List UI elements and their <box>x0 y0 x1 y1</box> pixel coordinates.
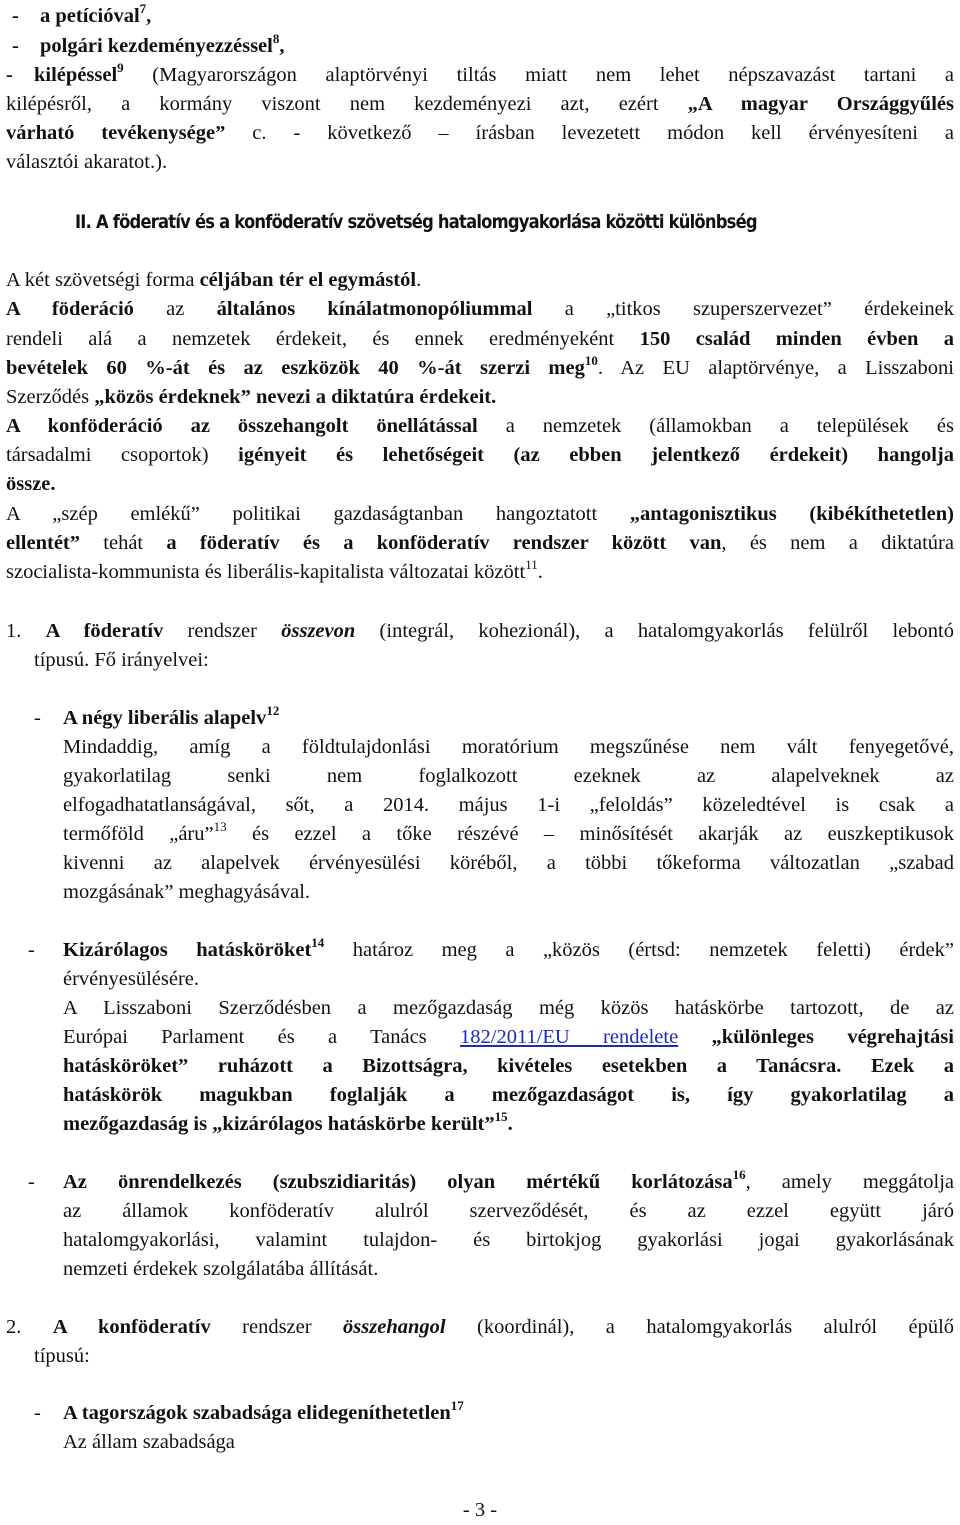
page-number: - 3 - <box>462 1499 498 1521</box>
list-item-title: A négy liberális alapelv$^{12}$ <box>63 703 280 729</box>
text-line: A két szövetségi forma céljában tér el egymástól. <box>6 269 422 291</box>
text-line: Mindaddig, amíg a földtulajdonlási moratórium megszűnése nem vált fenyegetővé, <box>63 736 954 758</box>
text-line: Szerződés „közös érdeknek” nevezi a diktatúra érdekeit. <box>6 386 497 408</box>
regulation-link[interactable]: 182/2011/EU rendelete <box>460 1026 679 1048</box>
list-item <box>6 704 954 734</box>
text-line: hatalomgyakorlási, valamint tulajdon- és birtokjog gyakorlási jogai gyakorlásának <box>63 1229 954 1251</box>
text-line: nemzeti érdekek szolgálatába állítását. <box>63 1258 379 1280</box>
list-dash: - <box>12 5 19 27</box>
footnote-ref: 11 <box>525 557 538 572</box>
text-line: hatáskörök magukban foglalják a mezőgazdaságot is, így gyakorlatilag a <box>63 1084 954 1106</box>
footnote-ref: 7 <box>139 1 147 16</box>
footnote-ref: 14 <box>311 935 325 950</box>
footnote-ref: 10 <box>584 353 598 368</box>
text-line: kivenni az alapelvek érvényesülési köréből, a többi tőkeforma változatlan „szabad <box>63 852 954 874</box>
text-line: gyakorlatilag senki nem foglalkozott ezeknek az alapelveknek az <box>63 765 954 787</box>
list-dash: - <box>12 35 19 57</box>
footnote-ref: 13 <box>213 819 227 834</box>
list-item-bold: kilépéssel$^9$ <box>34 60 124 86</box>
numbered-item: 2. A konföderatív rendszer összehangol (koordinál), a hatalomgyakorlás alulról épülő <box>6 1316 955 1338</box>
text-line: várható tevékenysége” c. - következő – írásban levezetett módon kell érvényesíteni a <box>6 122 954 144</box>
numbered-item: 1. A föderatív rendszer összevon (integrál, kohezionál), a hatalomgyakorlás felülről lebontó <box>6 620 954 642</box>
list-dash: - <box>34 707 41 729</box>
list-dash: - <box>6 64 13 86</box>
text-line: hatásköröket” ruházott a Bizottságra, kivételes esetekben a Tanácsra. Ezek a <box>63 1055 954 1077</box>
list-item <box>6 32 954 62</box>
text-line: bevételek 60 %-át és az eszközök 40 %-át szerzi meg$^{10}$. Az EU alaptörvénye, a Lisszaboni <box>6 353 954 379</box>
footnote-ref: 17 <box>450 1398 464 1413</box>
list-item: - kilépéssel$^9$ (Magyarországon alaptörvényi tiltás miatt nem lehet népszavazást tartani a <box>34 61 954 91</box>
text-line: társadalmi csoportok) igényeit és lehetőségeit (az ebben jelentkező érdekeit) hangolja <box>6 444 954 466</box>
list-item-text: a petícióval$^7$, <box>40 1 152 27</box>
text-line: termőföld „áru”$^{13}$ és ezzel a tőke részévé – minősítését akarják az euszkeptikusok <box>63 819 954 845</box>
list-item: - Kizárólagos hatásköröket$^{14}$ határoz meg a „közös (értsd: nemzetek feletti) érdek” <box>63 936 954 966</box>
text-line: rendeli alá a nemzetek érdekeit, és ennek eredményeként 150 család minden évben a <box>6 328 954 350</box>
footnote-ref: 12 <box>266 703 280 718</box>
list-item-title: A tagországok szabadsága elidegeníthetetlen$^{17}$ <box>63 1398 464 1424</box>
list-dash: - <box>34 1402 41 1424</box>
text-line: típusú. Fő irányelvei: <box>34 649 209 671</box>
text-line: Az állam szabadsága <box>63 1431 235 1453</box>
text-line: kilépésről, a kormány viszont nem kezdeményezi azt, ezért „A magyar Országgyűlés <box>6 93 954 115</box>
footnote-ref: 16 <box>732 1167 746 1182</box>
text-line: mozgásának” meghagyásával. <box>63 881 311 903</box>
text-line: A „szép emlékű” politikai gazdaságtanban hangoztatott „antagonisztikus (kibékíthetetlen) <box>6 503 954 525</box>
text-line: A föderáció az általános kínálatmonopóliummal a „titkos szuperszervezet” érdekeinek <box>6 298 954 320</box>
list-dash: - <box>28 939 35 961</box>
text-line: Európai Parlament és a Tanács 182/2011/EU rendelete „különleges végrehajtási <box>63 1026 954 1048</box>
list-item <box>6 2 954 32</box>
text-line: érvényesülésére. <box>63 968 200 990</box>
text-line: A Lisszaboni Szerződésben a mezőgazdaság még közös hatáskörbe tartozott, de az <box>63 997 954 1019</box>
list-item: - Az önrendelkezés (szubszidiaritás) olyan mértékű korlátozása$^{16}$, amely meggátolja <box>63 1168 954 1198</box>
text-line: típusú: <box>34 1345 90 1367</box>
section-heading: II. A föderatív és a konföderatív szövetség hatalomgyakorlása közötti különbség <box>75 211 757 233</box>
list-item-text: polgári kezdeményezzéssel$^8$, <box>40 31 285 57</box>
text-line: ellentét” tehát a föderatív és a konföderatív rendszer között van, és nem a diktatúra <box>6 532 954 554</box>
text-line: elfogadhatatlanságával, sőt, a 2014. május 1-i „feloldás” közeledtével is csak a <box>63 794 954 816</box>
text-line: mezőgazdaság is „kizárólagos hatáskörbe került”$^{15}$. <box>63 1109 513 1135</box>
footnote-ref: 8 <box>272 31 280 46</box>
text-line: össze. <box>6 473 56 495</box>
text-line: az államok konföderatív alulról szerveződését, és az ezzel együtt járó <box>63 1200 954 1222</box>
list-item <box>6 1399 954 1429</box>
text-line: választói akaratot.). <box>6 151 168 173</box>
footnote-ref: 9 <box>117 60 124 75</box>
text-line: szocialista-kommunista és liberális-kapitalista változatai között$^{11}$. <box>6 557 543 583</box>
text-line: A konföderáció az összehangolt önellátással a nemzetek (államokban a települések és <box>6 415 954 437</box>
list-dash: - <box>28 1171 35 1193</box>
footnote-ref: 15 <box>494 1109 508 1124</box>
